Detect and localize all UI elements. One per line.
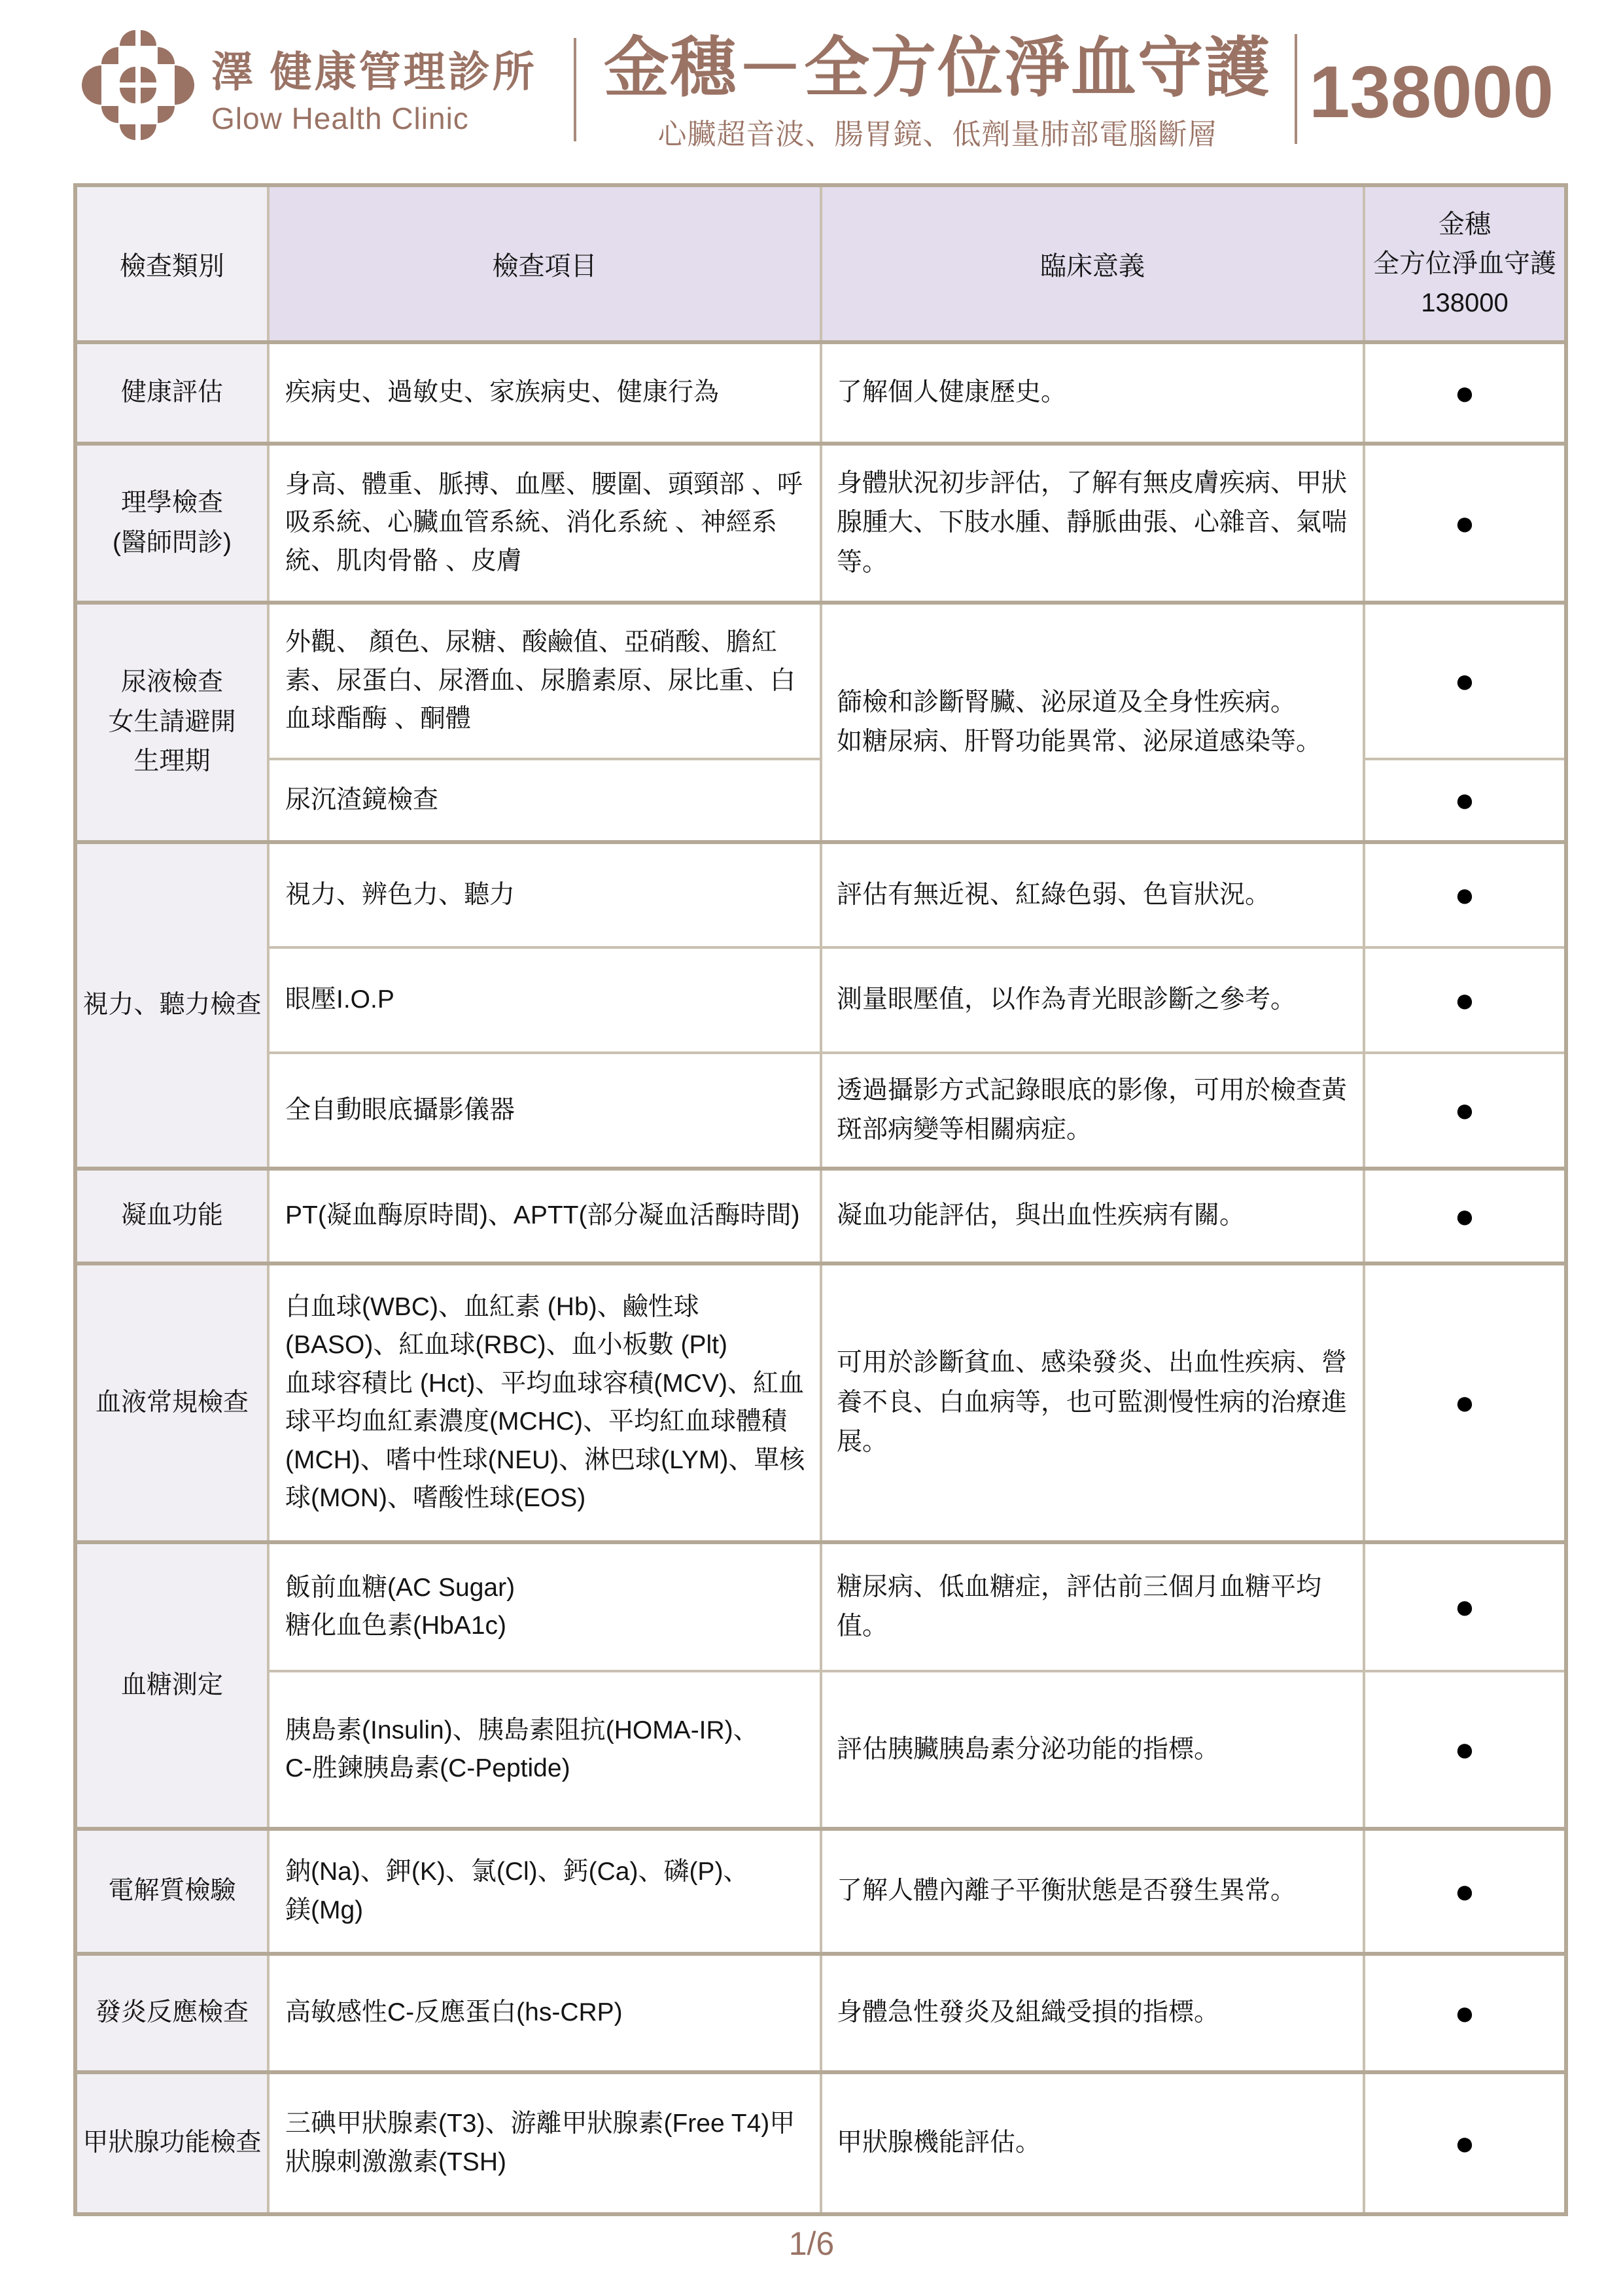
table-row [75,342,1566,444]
table-row [75,947,1566,1053]
category-cell: 電解質檢驗 [75,1829,268,1954]
dot-cell [1364,1954,1566,2072]
item-cell: 胰島素(Insulin)、胰島素阻抗(HOMA-IR)、 C-胜鍊胰島素(C-Peptide) [268,1671,821,1829]
table-row [75,1263,1566,1542]
dot-cell [1364,342,1566,444]
category-cell: 凝血功能 [75,1169,268,1263]
package-title-block [591,25,1284,159]
included-dot: ● [1454,1384,1475,1422]
included-dot: ● [1454,1197,1475,1235]
item-cell: 尿沉渣鏡檢查 [268,759,821,842]
clinic-name-block [211,33,578,150]
item-cell: 疾病史、過敏史、家族病史、健康行為 [268,342,821,444]
item-cell: 飯前血糖(AC Sugar) 糖化血色素(HbA1c) [268,1542,821,1671]
table-row [75,1954,1566,2072]
col-header-category: 檢查類別 [75,185,268,342]
item-cell: 白血球(WBC)、血紅素 (Hb)、鹼性球(BASO)、紅血球(RBC)、血小板數 (Plt) 血球容積比 (Hct)、平均血球容積(MCV)、紅血球平均血紅素濃度(MCHC)、平均紅血球體積(MCH)、嗜中性球(NEU)、淋巴球(LYM)、單核球(MON)、嗜酸性球(EOS) [268,1263,821,1542]
meaning-cell: 了解人體內離子平衡狀態是否發生異常。 [821,1829,1364,1954]
clinic-logo-icon [79,26,197,144]
package-price: 138000 [1309,51,1554,133]
included-dot: ● [1454,1994,1475,2032]
table-row [75,1169,1566,1263]
dot-cell [1364,1053,1566,1169]
included-dot: ● [1454,1731,1475,1769]
included-dot: ● [1454,1588,1475,1626]
category-cell: 發炎反應檢查 [75,1954,268,2072]
table-row [75,1829,1566,1954]
category-cell: 甲狀腺功能檢查 [75,2072,268,2214]
item-cell: 外觀、 顏色、尿糖、酸鹼值、亞硝酸、膽紅素、尿蛋白、尿潛血、尿膽素原、尿比重、白血球酯酶 、酮體 [268,603,821,759]
table-row [75,1053,1566,1169]
dot-cell [1364,444,1566,603]
meaning-cell: 身體狀況初步評估，了解有無皮膚疾病、甲狀腺腫大、下肢水腫、靜脈曲張、心雜音、氣喘等。 [821,444,1364,603]
clinic-name-en: Glow Health Clinic [211,101,469,136]
category-cell: 尿液檢查 女生請避開 生理期 [75,603,268,842]
meaning-cell: 凝血功能評估，與出血性疾病有關。 [821,1169,1364,1263]
category-cell: 血液常規檢查 [75,1263,268,1542]
page-header [74,18,1559,166]
dot-cell [1364,1169,1566,1263]
table-header-row [75,185,1566,342]
included-dot: ● [1454,781,1475,819]
dot-cell [1364,2072,1566,2214]
item-cell: 身高、體重、脈搏、血壓、腰圍、頭頸部 、呼吸系統、心臟血管系統、消化系統 、神經系統、肌肉骨骼 、皮膚 [268,444,821,603]
meaning-cell: 透過攝影方式記錄眼底的影像，可用於檢查黃斑部病變等相關病症。 [821,1053,1364,1169]
included-dot: ● [1454,374,1475,412]
meaning-cell: 篩檢和診斷腎臟、泌尿道及全身性疾病。 如糖尿病、肝腎功能異常、泌尿道感染等。 [821,603,1364,842]
table-row [75,1671,1566,1829]
meaning-cell: 身體急性發炎及組織受損的指標。 [821,1954,1364,2072]
included-dot: ● [1454,504,1475,542]
dot-cell [1364,1829,1566,1954]
header-divider-left [574,38,576,141]
meaning-cell: 糖尿病、低血糖症，評估前三個月血糖平均值。 [821,1542,1364,1671]
included-dot: ● [1454,981,1475,1019]
table-row [75,603,1566,759]
dot-cell [1364,1263,1566,1542]
meaning-cell: 測量眼壓值，以作為青光眼診斷之參考。 [821,947,1364,1053]
dot-cell [1364,1671,1566,1829]
meaning-cell: 了解個人健康歷史。 [821,342,1364,444]
table-row [75,444,1566,603]
exam-table [73,183,1568,2216]
item-cell: 眼壓I.O.P [268,947,821,1053]
clinic-name-zh: 澤 健康管理診所 [211,48,537,96]
dot-cell [1364,759,1566,842]
item-cell: 全自動眼底攝影儀器 [268,1053,821,1169]
meaning-cell: 可用於診斷貧血、感染發炎、出血性疾病、營養不良、白血病等，也可監測慢性病的治療進展。 [821,1263,1364,1542]
item-cell: PT(凝血酶原時間)、APTT(部分凝血活酶時間) [268,1169,821,1263]
page-number: 1/6 [788,2225,835,2262]
meaning-cell: 評估胰臟胰島素分泌功能的指標。 [821,1671,1364,1829]
header-divider-right [1295,34,1297,144]
item-cell: 三碘甲狀腺素(T3)、游離甲狀腺素(Free T4)甲狀腺刺激激素(TSH) [268,2072,821,2214]
category-cell: 視力、聽力檢查 [75,842,268,1169]
item-cell: 視力、辨色力、聽力 [268,842,821,947]
dot-cell [1364,603,1566,759]
dot-cell [1364,842,1566,947]
dot-cell [1364,1542,1566,1671]
included-dot: ● [1454,2124,1475,2163]
table-row [75,2072,1566,2214]
included-dot: ● [1454,1872,1475,1911]
category-cell: 理學檢查 (醫師問診) [75,444,268,603]
table-row [75,842,1566,947]
category-cell: 健康評估 [75,342,268,444]
table-row [75,1542,1566,1671]
col-header-meaning: 臨床意義 [821,185,1364,342]
item-cell: 高敏感性C-反應蛋白(hs-CRP) [268,1954,821,2072]
dot-cell [1364,947,1566,1053]
package-title: 金穗－全方位淨血守護 [604,31,1271,105]
included-dot: ● [1454,662,1475,700]
meaning-cell: 甲狀腺機能評估。 [821,2072,1364,2214]
meaning-cell: 評估有無近視、紅綠色弱、色盲狀況。 [821,842,1364,947]
included-dot: ● [1454,1091,1475,1129]
item-cell: 鈉(Na)、鉀(K)、氯(Cl)、鈣(Ca)、磷(P)、 鎂(Mg) [268,1829,821,1954]
category-cell: 血糖測定 [75,1542,268,1829]
included-dot: ● [1454,876,1475,914]
col-header-item: 檢查項目 [268,185,821,342]
package-subtitle: 心臟超音波、腸胃鏡、低劑量肺部電腦斷層 [657,118,1217,150]
col-header-package: 金穗 全方位淨血守護 138000 [1364,185,1566,342]
